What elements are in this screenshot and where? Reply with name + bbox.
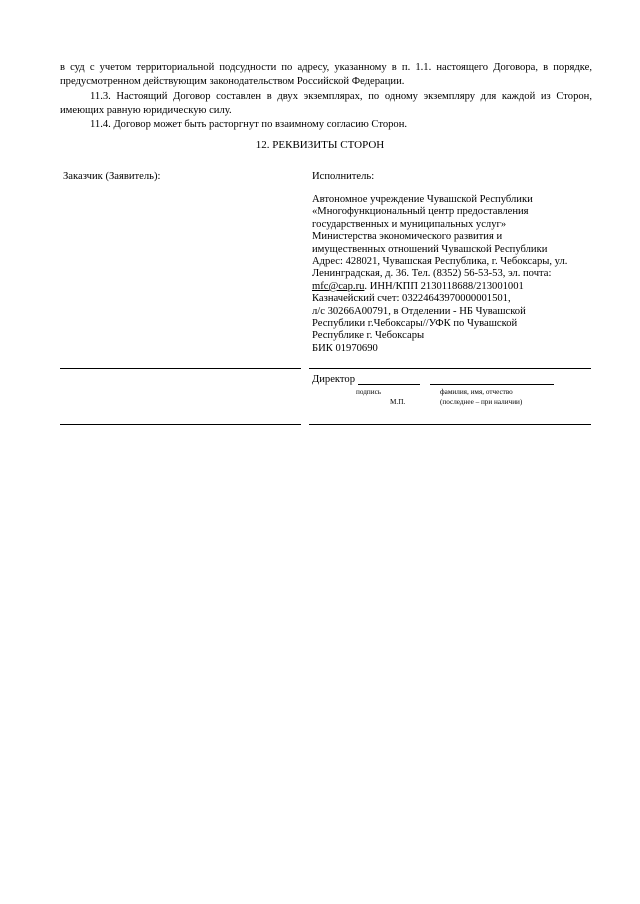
executor-line: ИНН/КПП 2130118688/213001001 bbox=[369, 280, 524, 292]
executor-divider bbox=[309, 368, 591, 369]
executor-email-line: mfc@cap.ru. ИНН/КПП 2130118688/213001001 bbox=[312, 280, 524, 292]
stamp-caption: М.П. bbox=[390, 398, 406, 406]
intro-paragraph-2: 11.3. Настоящий Договор составлен в двух экземплярах, по одному экземпляру для каждой из Сторон, имеющих равную юридическую силу. bbox=[60, 90, 592, 116]
signature-row bbox=[312, 374, 592, 385]
executor-bottom-line bbox=[309, 424, 591, 425]
director-label: Директор bbox=[312, 374, 355, 385]
executor-line: Адрес: 428021, Чувашская Республика, г. Чебоксары, ул. bbox=[312, 256, 568, 268]
customer-heading: Заказчик (Заявитель): bbox=[63, 171, 161, 182]
customer-divider bbox=[60, 368, 301, 369]
executor-email-link[interactable]: mfc@cap.ru bbox=[312, 280, 365, 292]
name-note-caption: (последнее – при наличии) bbox=[440, 398, 523, 406]
executor-line: имущественных отношений Чувашской Республики bbox=[312, 243, 548, 255]
executor-line: л/с 30266А00791, в Отделении - НБ Чувашской bbox=[312, 305, 526, 317]
executor-line: БИК 01970690 bbox=[312, 342, 378, 354]
executor-line: «Многофункциональный центр предоставления bbox=[312, 206, 529, 218]
intro-text bbox=[60, 61, 592, 132]
executor-line: Министерства экономического развития и bbox=[312, 231, 503, 243]
executor-line: Республике г. Чебоксары bbox=[312, 330, 425, 342]
intro-paragraph-1: в суд с учетом территориальной подсудности по адресу, указанному в п. 1.1. настоящего Договора, в порядке, предусмотренном действующим законодательством Российской Федерации. bbox=[60, 62, 592, 88]
executor-column bbox=[312, 171, 588, 355]
customer-bottom-line bbox=[60, 424, 301, 425]
section-title: 12. РЕКВИЗИТЫ СТОРОН bbox=[255, 139, 385, 151]
executor-line: Автономное учреждение Чувашской Республики bbox=[312, 194, 533, 205]
executor-line: Казначейский счет: 03224643970000001501, bbox=[312, 293, 511, 305]
customer-column bbox=[63, 171, 160, 182]
executor-line: государственных и муниципальных услуг» bbox=[312, 218, 507, 230]
intro-paragraph-3: 11.4. Договор может быть расторгнут по взаимному согласию Сторон. bbox=[90, 119, 408, 131]
executor-line: Республики г.Чебоксары//УФК по Чувашской bbox=[312, 318, 518, 330]
name-blank[interactable] bbox=[430, 374, 554, 385]
executor-details bbox=[312, 194, 588, 355]
signature-blank[interactable] bbox=[358, 374, 420, 385]
executor-line: Ленинградская, д. 36. Тел. (8352) 56-53-53, эл. почта: bbox=[312, 268, 552, 280]
signature-caption: подпись bbox=[356, 388, 382, 396]
name-caption: фамилия, имя, отчество bbox=[440, 388, 513, 396]
signature-block bbox=[312, 374, 592, 385]
executor-heading: Исполнитель: bbox=[312, 171, 375, 182]
